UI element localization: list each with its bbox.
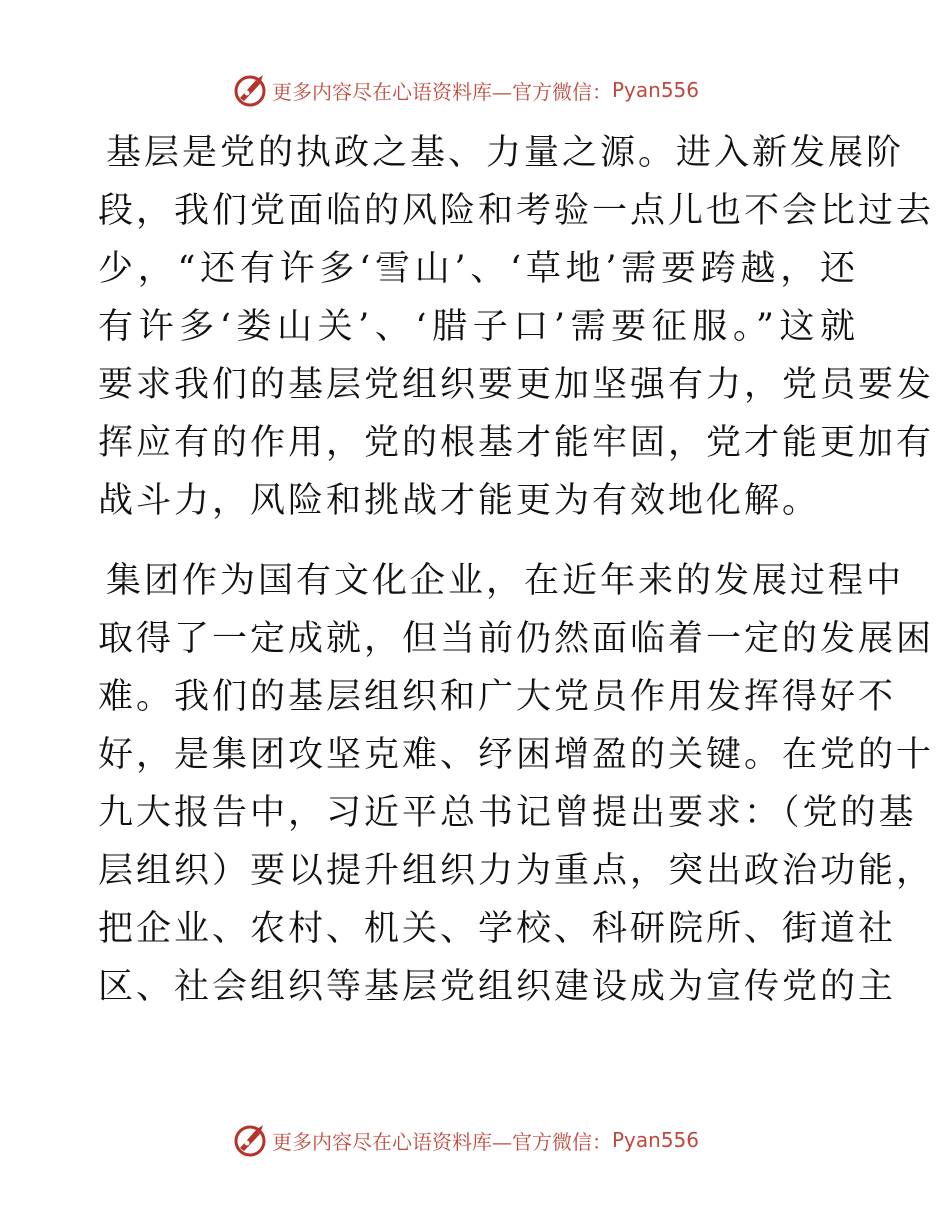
footer-banner [232,1120,699,1160]
text-line: 战斗力，风险和挑战才能更为有效地化解。 [98,481,821,521]
text-line: 集团作为国有文化企业，在近年来的发展过程中 [106,561,905,601]
text-line: 要求我们的基层党组织要更加坚强有力，党员要发 [98,365,935,405]
text-line: 段，我们党面临的风险和考验一点儿也不会比过去 [98,191,935,231]
quill-logo-icon [232,72,268,108]
text-line: 有许多‘娄山关’、‘腊子口’需要征服。”这就 [98,307,858,347]
wechat-id: Pyan556 [612,78,700,102]
text-line: 层组织）要以提升组织力为重点，突出政治功能， [98,851,935,891]
text-line: 基层是党的执政之基、力量之源。进入新发展阶 [106,133,905,173]
wechat-id: Pyan556 [612,1128,700,1152]
text-line: 挥应有的作用，党的根基才能牢固，党才能更加有 [98,423,935,463]
text-line: 好，是集团攻坚克难、纾困增盈的关键。在党的十 [98,735,935,775]
document-body [98,124,935,1038]
text-line: 取得了一定成就，但当前仍然面临着一定的发展困 [98,619,935,659]
banner-text: 更多内容尽在心语资料库—官方微信： [272,79,612,104]
paragraph-1 [98,124,935,530]
text-line: 难。我们的基层组织和广大党员作用发挥得好不 [98,677,897,717]
banner-text: 更多内容尽在心语资料库—官方微信： [272,1129,612,1154]
text-line: 区、社会组织等基层党组织建设成为宣传党的主 [98,967,897,1007]
quill-logo-icon [232,1122,268,1158]
header-banner [232,70,699,110]
text-line: 九大报告中，习近平总书记曾提出要求：（党的基 [98,793,917,833]
text-line: 少，“还有许多‘雪山’、‘草地’需要跨越，还 [98,249,858,289]
paragraph-2 [98,552,935,1016]
text-line: 把企业、农村、机关、学校、科研院所、街道社 [98,909,897,949]
